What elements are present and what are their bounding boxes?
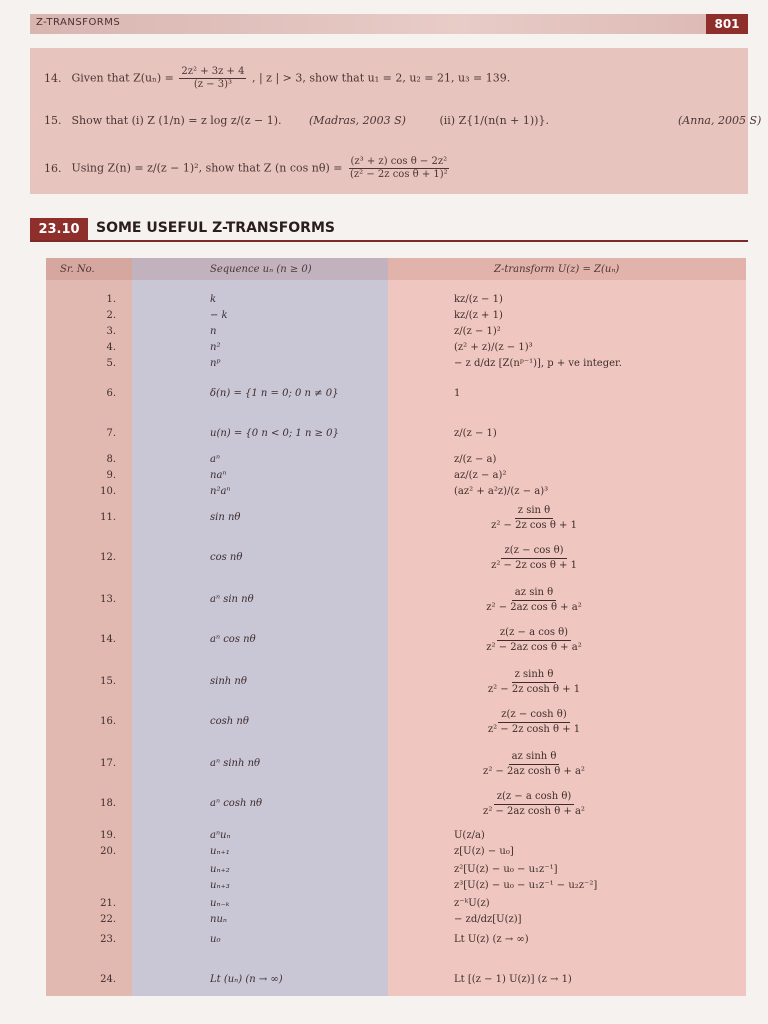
exercise-box xyxy=(30,48,762,194)
row-sr-no: 4. xyxy=(106,342,116,353)
header-sequence: Sequence uₙ (n ≥ 0) xyxy=(210,264,312,275)
z-denominator: z² − 2az cos θ + a² xyxy=(486,602,582,613)
row-z-transform: − zd/dz[U(z)] xyxy=(454,914,522,925)
row-sr-no: 17. xyxy=(100,758,116,769)
row-z-transform xyxy=(454,504,614,533)
row-z-transform: z/(z − 1)² xyxy=(454,326,501,337)
row-sequence: sin nθ xyxy=(210,512,241,523)
z-numerator: z(z − cosh θ) xyxy=(498,708,569,723)
row-sr-no: 8. xyxy=(106,454,116,465)
row-sequence: k xyxy=(210,294,217,305)
row-sequence: Lt (uₙ) (n → ∞) xyxy=(210,974,283,985)
row-sequence: sinh nθ xyxy=(210,676,247,687)
table-header-row xyxy=(46,258,746,280)
row-sequence: δ(n) = {1 n = 0; 0 n ≠ 0} xyxy=(210,388,339,399)
header-sr-no: Sr. No. xyxy=(60,264,95,275)
row-sr-no: 23. xyxy=(100,934,116,945)
row-z-transform: 1 xyxy=(454,388,461,399)
row-sequence: u(n) = {0 n < 0; 1 n ≥ 0} xyxy=(210,428,339,439)
row-sr-no: 13. xyxy=(100,594,116,605)
row-sr-no: 9. xyxy=(106,470,116,481)
row-sequence: aⁿuₙ xyxy=(210,830,231,841)
z-numerator: z(z − cos θ) xyxy=(501,544,566,559)
exercise-14: 14. Given that Z(uₙ) = $\frac{\text{2z² + 3z + 4}}{\text{(z − 3)³}}$ , | z | > 3, show that u₁ = 2, u₂ = 21, u₃ = 139. xyxy=(44,66,511,90)
row-z-transform xyxy=(454,750,614,779)
row-sequence: uₙ₋ₖ xyxy=(210,898,230,909)
row-z-transform xyxy=(454,544,614,573)
row-z-transform: z/(z − a) xyxy=(454,454,497,465)
row-sr-no: 14. xyxy=(100,634,116,645)
row-z-transform: z²[U(z) − u₀ − u₁z⁻¹] xyxy=(454,864,558,875)
row-sr-no: 12. xyxy=(100,552,116,563)
page-number: 801 xyxy=(706,14,748,34)
row-sr-no: 22. xyxy=(100,914,116,925)
row-sequence: nuₙ xyxy=(210,914,227,925)
row-z-transform: (z² + z)/(z − 1)³ xyxy=(454,342,533,353)
row-sr-no: 7. xyxy=(106,428,116,439)
row-z-transform xyxy=(454,626,614,655)
header-z-transform: Z-transform U(z) = Z(uₙ) xyxy=(494,264,620,275)
z-numerator: z(z − a cos θ) xyxy=(497,626,571,641)
row-z-transform: Lt U(z) (z → ∞) xyxy=(454,934,529,945)
z-numerator: z(z − a cosh θ) xyxy=(494,790,575,805)
row-z-transform: U(z/a) xyxy=(454,830,485,841)
row-z-transform: z/(z − 1) xyxy=(454,428,497,439)
row-sequence: aⁿ xyxy=(210,454,221,465)
z-numerator: z sin θ xyxy=(515,504,553,519)
row-z-transform xyxy=(454,586,614,615)
row-sequence: naⁿ xyxy=(210,470,227,481)
row-sequence: aⁿ cos nθ xyxy=(210,634,256,645)
z-denominator: z² − 2z cosh θ + 1 xyxy=(487,684,581,695)
row-z-transform xyxy=(454,708,614,737)
row-z-transform: kz/(z − 1) xyxy=(454,294,503,305)
row-sr-no: 11. xyxy=(100,512,116,523)
row-sr-no: 21. xyxy=(100,898,116,909)
row-sequence: nᵖ xyxy=(210,358,221,369)
row-sr-no: 2. xyxy=(106,310,116,321)
row-sr-no: 24. xyxy=(100,974,116,985)
row-sr-no: 19. xyxy=(100,830,116,841)
z-denominator: z² − 2az cos θ + a² xyxy=(486,642,582,653)
row-sr-no: 6. xyxy=(106,388,116,399)
row-z-transform xyxy=(454,790,614,819)
row-sr-no: 10. xyxy=(100,486,116,497)
row-sequence: − k xyxy=(210,310,228,321)
row-sequence: aⁿ cosh nθ xyxy=(210,798,263,809)
z-denominator: z² − 2az cosh θ + a² xyxy=(483,806,585,817)
row-z-transform: z⁻ᵏU(z) xyxy=(454,898,490,909)
z-denominator: z² − 2z cosh θ + 1 xyxy=(487,724,581,735)
row-sr-no: 20. xyxy=(100,846,116,857)
row-z-transform: (az² + a²z)/(z − a)³ xyxy=(454,486,549,497)
row-sequence: n²aⁿ xyxy=(210,486,231,497)
row-sequence: n xyxy=(210,326,217,337)
running-header xyxy=(30,14,748,34)
exercise-15: 15. Show that (i) Z (1/n) = z log z/(z − 1). (Madras, 2003 S) (ii) Z{1/(n(n + 1))}. xyxy=(44,114,549,127)
z-numerator: az sin θ xyxy=(512,586,556,601)
row-z-transform xyxy=(454,668,614,697)
row-z-transform: − z d/dz [Z(nᵖ⁻¹)], p + ve integer. xyxy=(454,358,622,369)
z-denominator: z² − 2z cos θ + 1 xyxy=(491,560,577,571)
z-numerator: az sinh θ xyxy=(509,750,560,765)
section-heading xyxy=(30,218,748,242)
row-sequence: n² xyxy=(210,342,221,353)
row-sr-no: 5. xyxy=(106,358,116,369)
row-sequence: cosh nθ xyxy=(210,716,249,727)
section-number: 23.10 xyxy=(30,218,88,240)
exercise-16: 16. Using Z(n) = z/(z − 1)², show that Z (n cos nθ) = $\frac{\text{(z³ + z) cos θ − 2z²}}{\text{(z² − 2z cos θ + 1)²}}$ xyxy=(44,156,448,180)
row-z-transform: az/(z − a)² xyxy=(454,470,507,481)
row-sequence: u₀ xyxy=(210,934,221,945)
row-sequence: uₙ₊₃ xyxy=(210,880,230,891)
row-sequence: uₙ₊₂ xyxy=(210,864,230,875)
row-z-transform: Lt [(z − 1) U(z)] (z → 1) xyxy=(454,974,572,985)
row-sr-no: 18. xyxy=(100,798,116,809)
row-sequence: aⁿ sin nθ xyxy=(210,594,254,605)
z-numerator: z sinh θ xyxy=(512,668,557,683)
z-denominator: z² − 2z cos θ + 1 xyxy=(491,520,577,531)
section-title: SOME USEFUL Z-TRANSFORMS xyxy=(96,220,335,236)
row-z-transform: z³[U(z) − u₀ − u₁z⁻¹ − u₂z⁻²] xyxy=(454,880,598,891)
row-sr-no: 3. xyxy=(106,326,116,337)
row-sequence: aⁿ sinh nθ xyxy=(210,758,261,769)
z-transform-table xyxy=(46,258,746,996)
running-header-title: Z-TRANSFORMS xyxy=(36,17,121,28)
exercise-15-cite2: (Anna, 2005 S) xyxy=(678,114,762,127)
row-z-transform: z[U(z) − u₀] xyxy=(454,846,514,857)
row-sequence: cos nθ xyxy=(210,552,243,563)
row-sr-no: 16. xyxy=(100,716,116,727)
row-sr-no: 1. xyxy=(106,294,116,305)
row-sr-no: 15. xyxy=(100,676,116,687)
row-z-transform: kz/(z + 1) xyxy=(454,310,503,321)
z-denominator: z² − 2az cosh θ + a² xyxy=(483,766,585,777)
row-sequence: uₙ₊₁ xyxy=(210,846,230,857)
